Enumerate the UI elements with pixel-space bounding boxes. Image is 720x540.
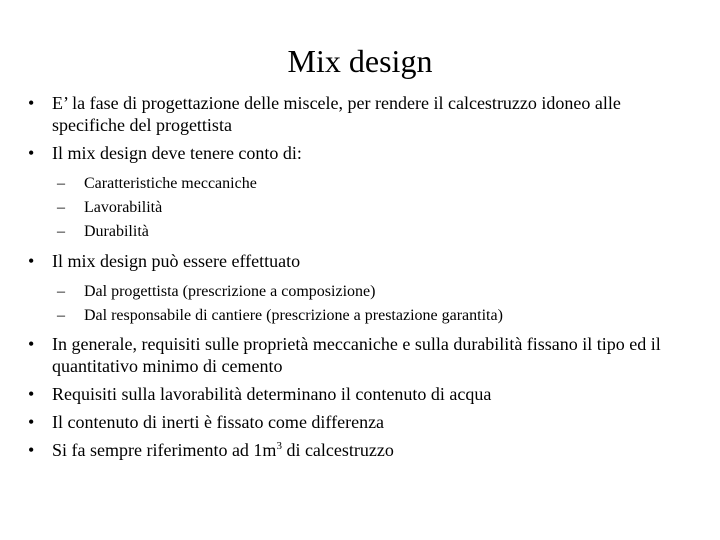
bullet-item [28,250,692,272]
bullet-text-main: Si fa sempre riferimento ad 1m [52,440,277,460]
sub-bullet-item [28,174,692,194]
bullet-item [28,439,692,461]
sub-bullet-item [28,306,692,326]
bullet-icon: • [28,384,35,404]
sub-bullet-text: Dal responsabile di cantiere (prescrizione a prestazione garantita) [84,307,503,324]
bullet-text: Il mix design deve tenere conto di: [52,143,302,163]
dash-icon: – [57,175,65,192]
superscript-exponent: 3 [276,440,282,452]
bullet-item [28,411,692,433]
bullet-item [28,142,692,164]
sub-bullet-text: Durabilità [84,223,149,240]
dash-icon: – [57,223,65,240]
dash-icon: – [57,199,65,216]
sub-bullet-item [28,198,692,218]
dash-icon: – [57,307,65,324]
bullet-text: Requisiti sulla lavorabilità determinano il contenuto di acqua [52,384,492,404]
bullet-icon: • [28,440,35,460]
dash-icon: – [57,283,65,300]
bullet-item [28,333,692,377]
sub-bullet-text: Lavorabilità [84,199,163,216]
bullet-text: E’ la fase di progettazione delle miscele, per rendere il calcestruzzo idoneo alle specifiche del progettista [52,93,621,135]
bullet-icon: • [28,143,35,163]
bullet-item [28,383,692,405]
bullet-icon: • [28,334,35,354]
bullet-icon: • [28,93,35,113]
sub-bullet-item [28,222,692,242]
bullet-icon: • [28,251,35,271]
bullet-text: Il contenuto di inerti è fissato come differenza [52,412,385,432]
bullet-text: Il mix design può essere effettuato [52,251,301,271]
sub-bullet-text: Dal progettista (prescrizione a composizione) [84,283,376,300]
bullet-text: In generale, requisiti sulle proprietà meccaniche e sulla durabilità fissano il tipo ed il quantitativo minimo di cemento [52,334,661,376]
slide-title: Mix design [287,43,433,79]
sub-bullet-item [28,282,692,302]
bullet-text-tail: di calcestruzzo [281,440,394,460]
bullet-icon: • [28,412,35,432]
sub-bullet-text: Caratteristiche meccaniche [84,175,257,192]
bullet-text [52,440,394,460]
bullet-item [28,92,692,136]
bullet-list [28,92,692,461]
